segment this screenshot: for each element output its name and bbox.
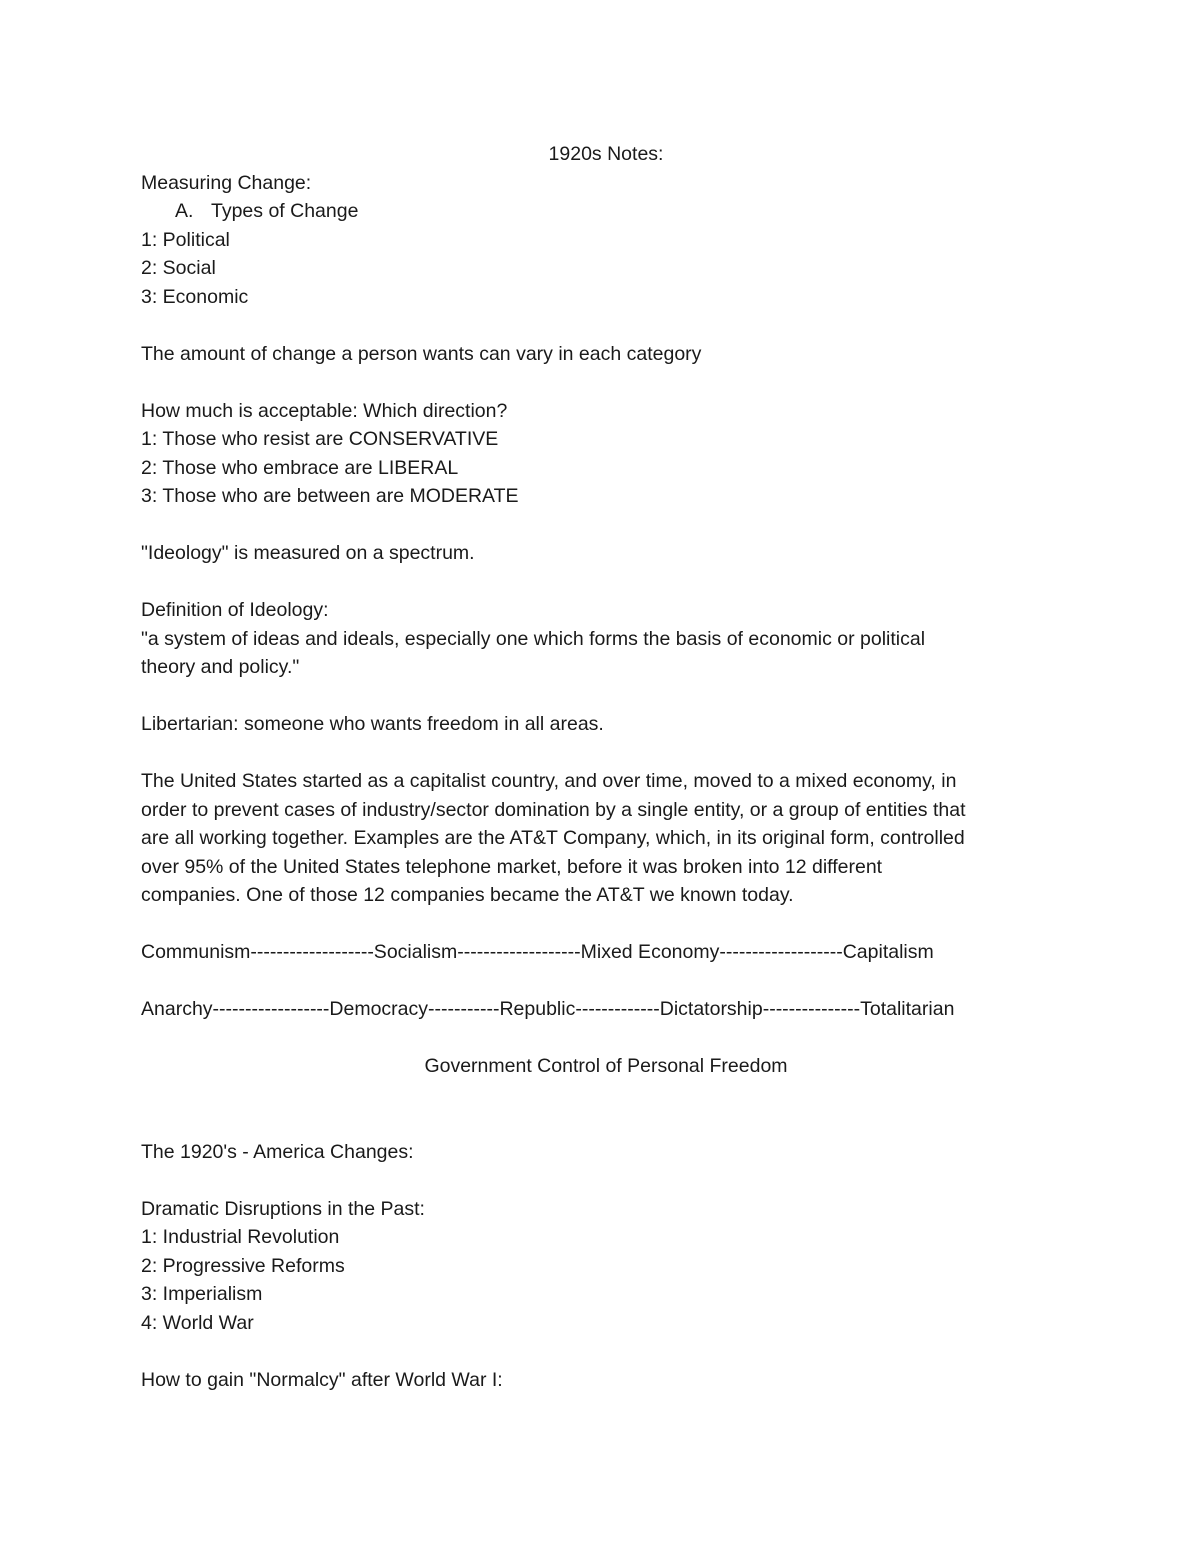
spacer [141, 568, 1071, 597]
america-changes-heading: The 1920's - America Changes: [141, 1140, 414, 1163]
acceptable-item: 2: Those who embrace are LIBERAL [141, 456, 459, 479]
acceptable-heading: How much is acceptable: Which direction? [141, 399, 508, 422]
economic-spectrum: Communism-------------------Socialism-------------------Mixed Economy-------------------Capitalism [141, 941, 934, 963]
disruption-item: 2: Progressive Reforms [141, 1254, 345, 1277]
government-caption: Government Control of Personal Freedom [424, 1055, 788, 1077]
libertarian-text: Libertarian: someone who wants freedom in all areas. [141, 713, 604, 735]
spacer [141, 511, 1071, 540]
disruption-item: 4: World War [141, 1311, 254, 1334]
us-paragraph-line: companies. One of those 12 companies became the AT&T we known today. [141, 884, 794, 906]
spacer [141, 311, 1071, 340]
spacer [141, 967, 1071, 996]
page-title: 1920s Notes: [548, 143, 664, 165]
definition-heading: Definition of Ideology: [141, 599, 329, 621]
disruptions-heading: Dramatic Disruptions in the Past: [141, 1197, 425, 1220]
ideology-spectrum-text: "Ideology" is measured on a spectrum. [141, 542, 475, 564]
acceptable-item: 1: Those who resist are CONSERVATIVE [141, 428, 499, 450]
types-of-change-list-item [141, 197, 1071, 226]
disruption-item: 3: Imperialism [141, 1283, 263, 1305]
document-body [141, 140, 1071, 1394]
spacer [141, 1081, 1071, 1138]
measuring-change-heading: Measuring Change: [141, 171, 312, 194]
change-type-item: 3: Economic [141, 285, 249, 308]
change-type-item: 2: Social [141, 257, 216, 279]
amount-statement: The amount of change a person wants can vary in each category [141, 342, 702, 365]
government-spectrum: Anarchy------------------Democracy-----------Republic-------------Dictatorship---------------Totalitarian [141, 998, 955, 1020]
spacer [141, 1024, 1071, 1053]
definition-text: theory and policy." [141, 656, 300, 678]
spacer [141, 739, 1071, 768]
list-item-text: Types of Change [211, 200, 359, 222]
list-marker: A. [175, 200, 194, 222]
acceptable-item: 3: Those who are between are MODERATE [141, 485, 519, 507]
normalcy-heading: How to gain "Normalcy" after World War I: [141, 1368, 503, 1391]
spacer [141, 910, 1071, 939]
change-type-item: 1: Political [141, 228, 230, 251]
spacer [141, 682, 1071, 711]
us-paragraph-line: are all working together. Examples are the AT&T Company, which, in its original form, controlled [141, 827, 965, 849]
us-paragraph-line: over 95% of the United States telephone market, before it was broken into 12 different [141, 855, 883, 878]
spacer [141, 368, 1071, 397]
spacer [141, 1166, 1071, 1195]
us-paragraph-line: order to prevent cases of industry/sector domination by a single entity, or a group of entities that [141, 798, 966, 821]
definition-text: "a system of ideas and ideals, especially one which forms the basis of economic or political [141, 627, 926, 650]
spacer [141, 1337, 1071, 1366]
disruption-item: 1: Industrial Revolution [141, 1226, 340, 1248]
us-paragraph-line: The United States started as a capitalist country, and over time, moved to a mixed economy, in [141, 770, 957, 792]
